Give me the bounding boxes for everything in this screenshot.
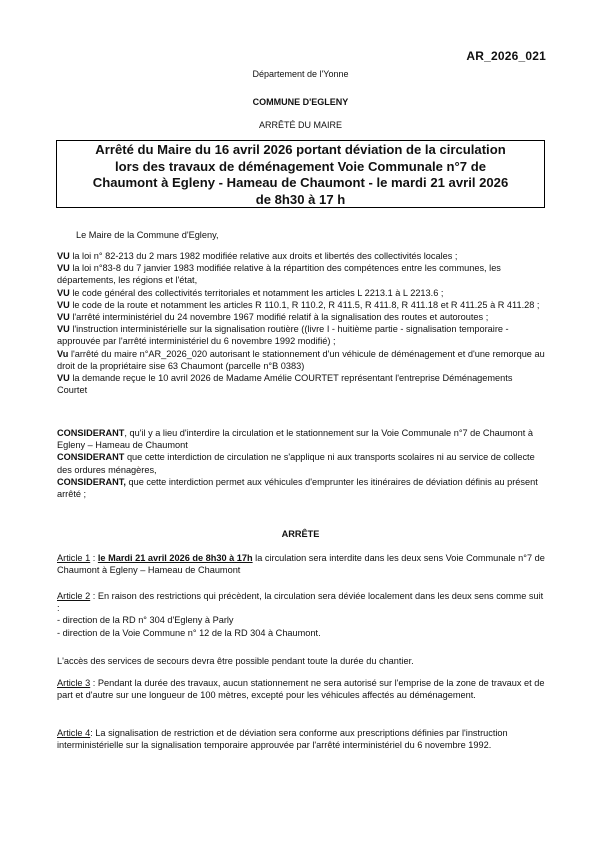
- title-line: lors des travaux de déménagement Voie Communale n°7 de: [114, 158, 486, 174]
- article-date: le Mardi 21 avril 2026 de 8h30 à 17h: [97, 553, 253, 563]
- detour-item: - direction de la Voie Commune n° 12 de la RD 304 à Chaumont.: [57, 627, 321, 638]
- article-label: Article 2: [57, 591, 91, 601]
- considerant-section: [57, 427, 545, 500]
- considerant-item: CONSIDERANT, qu'il y a lieu d'interdire la circulation et le stationnement sur la Voie Communale n°7 de Chaumont à Egleny – Hameau de Chaumont: [57, 428, 533, 451]
- article-4: Article 4: La signalisation de restriction et de déviation sera conforme aux prescriptions définies par l'instruction interministérielle sur la signalisation temporaire approuvée par l'arrêté interministériel du 6 novembre 1992.: [57, 728, 508, 751]
- vu-item: VU l'instruction interministérielle sur la signalisation routière ((livre I - huitième partie - signalisation temporaire - approuvée par l'arrêté interministériel du 6 novembre 1992 modifié) ;: [57, 324, 509, 347]
- article-2: Article 2 : En raison des restrictions qui précèdent, la circulation sera déviée localement dans les deux sens comme suit : - direction de la RD n° 304 d'Egleny à Parly - direction de la Voie Commune n° 12 de la RD 304 à Chaumont.: [57, 591, 544, 638]
- article-label: Article 3: [57, 678, 91, 688]
- vu-item: VU la loi n° 82-213 du 2 mars 1982 modifiée relative aux droits et libertés des collectivités locales ;: [57, 251, 458, 261]
- article-label: Article 1: [57, 553, 91, 563]
- vu-item: Vu l'arrêté du maire n°AR_2026_020 autorisant le stationnement d'un véhicule de déménagement et d'une remorque au droit de la propriétaire sise 63 Chaumont (parcelle n°B 0383): [57, 348, 545, 371]
- document-reference: AR_2026_021: [466, 49, 546, 63]
- department-label: Département de l'Yonne: [252, 69, 349, 79]
- vu-item: VU la loi n°83-8 du 7 janvier 1983 modifiée relative à la répartition des compétences entre les communes, les départements, les régions et l'état,: [57, 263, 501, 286]
- document-title: [56, 140, 545, 208]
- vu-item: VU le code général des collectivités territoriales et notamment les articles L 2213.1 à L 2213.6 ;: [57, 287, 444, 298]
- considerant-item: CONSIDERANT, que cette interdiction permet aux véhicules d'emprunter les itinéraires de déviation définis au présent arrêté ;: [57, 476, 538, 500]
- article-3: Article 3 : Pendant la durée des travaux, aucun stationnement ne sera autorisé sur l'emprise de la zone de travaux et de part et d'autre sur une longueur de 100 mètres, excepté pour les véhicules affectés au déménagement.: [57, 678, 545, 701]
- document-type: ARRÊTÉ DU MAIRE: [258, 120, 342, 130]
- emergency-access-note: L'accès des services de secours devra être possible pendant toute la durée du chantier.: [57, 656, 414, 666]
- commune-name: COMMUNE D'EGLENY: [252, 97, 349, 107]
- title-line: de 8h30 à 17 h: [255, 191, 346, 207]
- title-line: Arrêté du Maire du 16 avril 2026 portant déviation de la circulation: [95, 142, 506, 157]
- vu-item: VU la demande reçue le 10 avril 2026 de Madame Amélie COURTET représentant l'entreprise Déménagements Courtet: [57, 373, 513, 396]
- article-1: Article 1 : le Mardi 21 avril 2026 de 8h30 à 17h la circulation sera interdite dans les deux sens Voie Communale n°7 de Chaumont à Egleny – Hameau de Chaumont: [57, 553, 545, 576]
- article-label: Article 4: [57, 728, 91, 738]
- detour-item: - direction de la RD n° 304 d'Egleny à Parly: [57, 615, 234, 626]
- arrete-heading: ARRÊTE: [281, 529, 320, 539]
- vu-item: VU le code de la route et notamment les articles R 110.1, R 110.2, R 411.5, R 411.8, R 411.18 et R 411.25 à R 411.28 ;: [57, 299, 540, 310]
- vu-item: VU l'arrêté interministériel du 24 novembre 1967 modifié relatif à la signalisation des routes et autoroutes ;: [57, 312, 489, 323]
- title-line: Chaumont à Egleny - Hameau de Chaumont - le mardi 21 avril 2026: [92, 175, 509, 191]
- vu-section: [57, 250, 545, 396]
- considerant-item: CONSIDERANT que cette interdiction de circulation ne s'applique ni aux transports scolaires ni au service de collecte des ordures ménagères,: [57, 452, 535, 475]
- intro-line: Le Maire de la Commune d'Egleny,: [76, 230, 219, 240]
